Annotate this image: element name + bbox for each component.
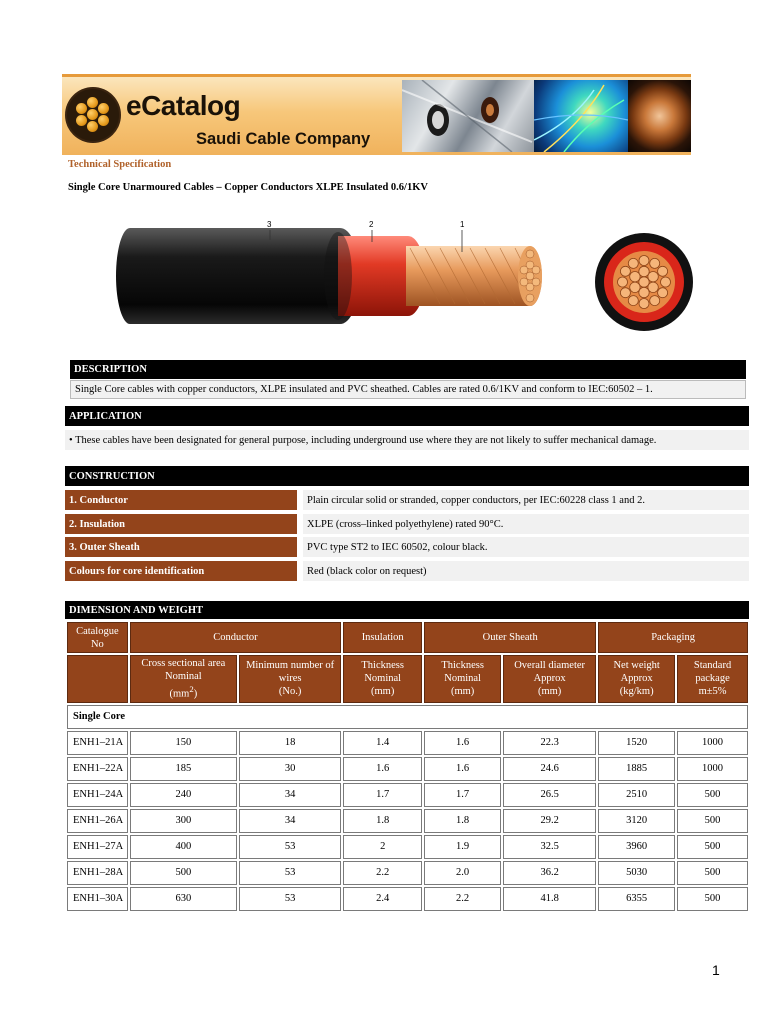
cell-cross-section: 630 bbox=[130, 887, 237, 911]
header-line: (No.) bbox=[278, 686, 302, 698]
product-title: Single Core Unarmoured Cables – Copper Conductors XLPE Insulated 0.6/1KV bbox=[68, 182, 428, 193]
table-header-subs bbox=[67, 655, 748, 703]
table-header-groups bbox=[67, 622, 748, 653]
cell-net-weight: 6355 bbox=[598, 887, 675, 911]
header-line: Nominal bbox=[444, 673, 481, 685]
header-conductor: Conductor bbox=[130, 622, 342, 653]
construction-label: 3. Outer Sheath bbox=[65, 537, 297, 557]
table-row bbox=[67, 887, 748, 911]
cable-cross-section-illustration bbox=[594, 232, 694, 332]
cell-overall-diameter: 36.2 bbox=[503, 861, 596, 885]
cell-sheath-thickness: 2.0 bbox=[424, 861, 501, 885]
cell-sheath-thickness: 1.6 bbox=[424, 757, 501, 781]
table-row bbox=[67, 835, 748, 859]
header-cross-section bbox=[130, 655, 237, 703]
construction-row-core-colours bbox=[65, 561, 749, 581]
header-line: (mm) bbox=[450, 686, 475, 698]
dimension-weight-table bbox=[65, 620, 750, 913]
cell-catalogue-no: ENH1–27A bbox=[67, 835, 128, 859]
catalog-banner bbox=[62, 74, 691, 155]
header-packaging: Packaging bbox=[598, 622, 748, 653]
brand-name: eCatalog bbox=[126, 90, 241, 121]
cell-ins-thickness: 2.4 bbox=[343, 887, 422, 911]
cell-min-wires: 34 bbox=[239, 809, 341, 833]
company-name: Saudi Cable Company bbox=[196, 130, 371, 148]
cable-logo-icon bbox=[67, 89, 119, 141]
application-heading: APPLICATION bbox=[65, 406, 749, 426]
header-line: Overall diameter bbox=[514, 660, 586, 672]
callout-3: 3 bbox=[267, 220, 272, 229]
cell-cross-section: 400 bbox=[130, 835, 237, 859]
construction-heading: CONSTRUCTION bbox=[65, 466, 749, 486]
cell-catalogue-no: ENH1–28A bbox=[67, 861, 128, 885]
header-ins-thickness bbox=[343, 655, 422, 703]
header-line: Approx bbox=[620, 673, 653, 685]
cell-std-package: 1000 bbox=[677, 731, 748, 755]
header-line bbox=[132, 683, 235, 701]
header-min-wires bbox=[239, 655, 341, 703]
fiber-optic-photo bbox=[534, 80, 628, 152]
header-line: Nominal bbox=[364, 673, 402, 685]
construction-value: PVC type ST2 to IEC 60502, colour black. bbox=[303, 537, 749, 557]
construction-label: Colours for core identification bbox=[65, 561, 297, 581]
header-outer-sheath: Outer Sheath bbox=[424, 622, 596, 653]
cell-sheath-thickness: 2.2 bbox=[424, 887, 501, 911]
cell-ins-thickness: 1.4 bbox=[343, 731, 422, 755]
header-sheath-thickness bbox=[424, 655, 501, 703]
table-row bbox=[67, 861, 748, 885]
header-line: (kg/km) bbox=[619, 686, 654, 698]
page-number: 1 bbox=[712, 962, 720, 978]
header-unit: (mm bbox=[169, 688, 190, 700]
cell-overall-diameter: 24.6 bbox=[503, 757, 596, 781]
description-text: Single Core cables with copper conductors, XLPE insulated and PVC sheathed. Cables are rated 0.6/1KV and conform to IEC:60502 – 1. bbox=[70, 380, 746, 399]
cell-ins-thickness: 2.2 bbox=[343, 861, 422, 885]
table-row bbox=[67, 731, 748, 755]
cell-overall-diameter: 29.2 bbox=[503, 809, 596, 833]
header-line: Cross sectional area bbox=[141, 658, 226, 669]
cell-net-weight: 1520 bbox=[598, 731, 675, 755]
cell-catalogue-no: ENH1–30A bbox=[67, 887, 128, 911]
description-heading: DESCRIPTION bbox=[70, 360, 746, 379]
cell-std-package: 500 bbox=[677, 835, 748, 859]
construction-value: Red (black color on request) bbox=[303, 561, 749, 581]
header-catalogue-blank bbox=[67, 655, 128, 703]
cell-sheath-thickness: 1.9 bbox=[424, 835, 501, 859]
cell-cross-section: 185 bbox=[130, 757, 237, 781]
callout-1: 1 bbox=[460, 220, 465, 229]
cell-std-package: 500 bbox=[677, 887, 748, 911]
cell-min-wires: 53 bbox=[239, 835, 341, 859]
cell-overall-diameter: 26.5 bbox=[503, 783, 596, 807]
header-line: (mm) bbox=[537, 686, 562, 698]
header-line: m±5% bbox=[698, 686, 727, 698]
table-row bbox=[67, 783, 748, 807]
header-line: Minimum number of bbox=[246, 660, 335, 672]
dimensions-heading: DIMENSION AND WEIGHT bbox=[65, 601, 749, 619]
cell-sheath-thickness: 1.8 bbox=[424, 809, 501, 833]
header-line: wires bbox=[278, 673, 302, 685]
cell-overall-diameter: 32.5 bbox=[503, 835, 596, 859]
header-overall-diameter bbox=[503, 655, 596, 703]
header-catalogue-label: Catalogue No bbox=[76, 625, 119, 650]
cell-cross-section: 500 bbox=[130, 861, 237, 885]
cell-min-wires: 53 bbox=[239, 861, 341, 885]
cell-std-package: 500 bbox=[677, 809, 748, 833]
cell-min-wires: 18 bbox=[239, 731, 341, 755]
header-line: Net weight bbox=[613, 660, 660, 672]
construction-row-outer-sheath bbox=[65, 537, 749, 557]
header-line: package bbox=[695, 673, 730, 685]
cell-net-weight: 3120 bbox=[598, 809, 675, 833]
header-std-package bbox=[677, 655, 748, 703]
cell-net-weight: 3960 bbox=[598, 835, 675, 859]
construction-label: 2. Insulation bbox=[65, 514, 297, 534]
cable-end-photo bbox=[628, 80, 691, 152]
header-line: Nominal bbox=[164, 671, 202, 682]
construction-row-insulation bbox=[65, 514, 749, 534]
application-text: • These cables have been designated for general purpose, including underground use where they are not likely to suffer mechanical damage. bbox=[65, 430, 749, 450]
cell-overall-diameter: 22.3 bbox=[503, 731, 596, 755]
header-catalogue bbox=[67, 622, 128, 653]
cell-ins-thickness: 2 bbox=[343, 835, 422, 859]
header-unit-sup: 2 bbox=[189, 684, 194, 694]
cell-min-wires: 34 bbox=[239, 783, 341, 807]
construction-row-conductor bbox=[65, 490, 749, 510]
cell-catalogue-no: ENH1–21A bbox=[67, 731, 128, 755]
cell-cross-section: 300 bbox=[130, 809, 237, 833]
header-line: (mm) bbox=[371, 686, 395, 698]
cell-std-package: 500 bbox=[677, 861, 748, 885]
cell-ins-thickness: 1.8 bbox=[343, 809, 422, 833]
header-line: Standard bbox=[693, 660, 732, 672]
header-net-weight bbox=[598, 655, 675, 703]
cell-ins-thickness: 1.7 bbox=[343, 783, 422, 807]
construction-value: XLPE (cross–linked polyethylene) rated 90°C. bbox=[303, 514, 749, 534]
cell-std-package: 1000 bbox=[677, 757, 748, 781]
callout-2: 2 bbox=[369, 220, 374, 229]
header-insulation: Insulation bbox=[343, 622, 422, 653]
header-line: Thickness bbox=[441, 660, 484, 672]
cell-catalogue-no: ENH1–24A bbox=[67, 783, 128, 807]
cell-cross-section: 240 bbox=[130, 783, 237, 807]
header-line: Approx bbox=[533, 673, 566, 685]
construction-label: 1. Conductor bbox=[65, 490, 297, 510]
cell-catalogue-no: ENH1–22A bbox=[67, 757, 128, 781]
header-line: Thickness bbox=[361, 660, 404, 672]
cell-catalogue-no: ENH1–26A bbox=[67, 809, 128, 833]
cell-net-weight: 1885 bbox=[598, 757, 675, 781]
table-group-row bbox=[67, 705, 748, 729]
cell-cross-section: 150 bbox=[130, 731, 237, 755]
cell-std-package: 500 bbox=[677, 783, 748, 807]
cell-net-weight: 5030 bbox=[598, 861, 675, 885]
cell-sheath-thickness: 1.6 bbox=[424, 731, 501, 755]
table-row bbox=[67, 757, 748, 781]
cable-cutaway-illustration bbox=[110, 218, 550, 338]
construction-value: Plain circular solid or stranded, copper conductors, per IEC:60228 class 1 and 2. bbox=[303, 490, 749, 510]
table-row bbox=[67, 809, 748, 833]
cell-ins-thickness: 1.6 bbox=[343, 757, 422, 781]
cell-sheath-thickness: 1.7 bbox=[424, 783, 501, 807]
cell-min-wires: 30 bbox=[239, 757, 341, 781]
header-unit-close: ) bbox=[193, 688, 198, 700]
cell-overall-diameter: 41.8 bbox=[503, 887, 596, 911]
cable-photo-strip bbox=[402, 80, 534, 152]
group-label: Single Core bbox=[67, 705, 748, 729]
section-title: Technical Specification bbox=[68, 159, 172, 170]
cell-min-wires: 53 bbox=[239, 887, 341, 911]
cell-net-weight: 2510 bbox=[598, 783, 675, 807]
